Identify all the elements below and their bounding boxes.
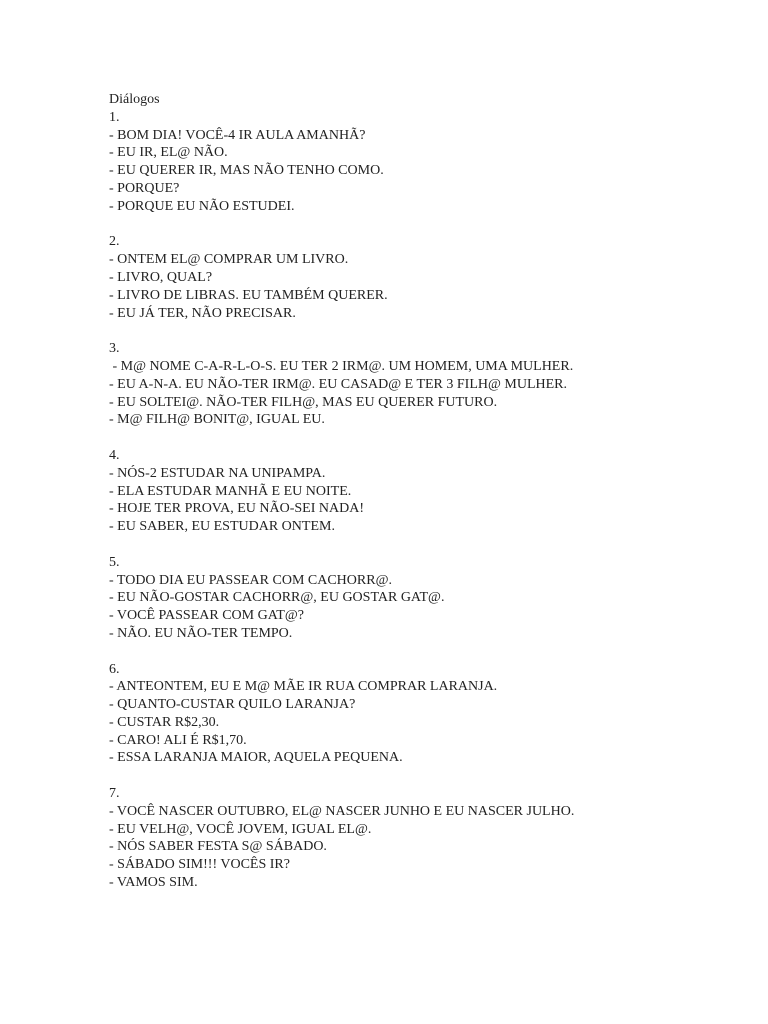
dialogue-line: - SÁBADO SIM!!! VOCÊS IR? <box>109 857 290 873</box>
dialogue-line: - EU JÁ TER, NÃO PRECISAR. <box>109 305 296 321</box>
dialogue-7 <box>109 785 729 892</box>
dialogue-line: - TODO DIA EU PASSEAR COM CACHORR@. <box>109 572 392 588</box>
dialogue-number: 7. <box>109 786 120 802</box>
dialogue-line: - ESSA LARANJA MAIOR, AQUELA PEQUENA. <box>109 750 403 766</box>
dialogue-number: 6. <box>109 661 120 677</box>
dialogue-line: - NÓS-2 ESTUDAR NA UNIPAMPA. <box>109 465 326 481</box>
dialogue-line: - EU NÃO-GOSTAR CACHORR@, EU GOSTAR GAT@. <box>109 590 445 606</box>
dialogue-line: - CARO! ALI É R$1,70. <box>109 732 247 748</box>
dialogue-line: - VAMOS SIM. <box>109 875 198 891</box>
dialogue-line: - VOCÊ NASCER OUTUBRO, EL@ NASCER JUNHO E EU NASCER JULHO. <box>109 803 575 819</box>
document-title: Diálogos <box>109 92 160 107</box>
dialogue-line: - CUSTAR R$2,30. <box>109 714 220 730</box>
dialogue-line: - LIVRO DE LIBRAS. EU TAMBÉM QUERER. <box>109 287 388 303</box>
dialogue-line: - ANTEONTEM, EU E M@ MÃE IR RUA COMPRAR LARANJA. <box>109 679 498 695</box>
dialogue-number: 2. <box>109 234 120 250</box>
dialogue-5 <box>109 554 729 643</box>
dialogue-line: - LIVRO, QUAL? <box>109 269 213 285</box>
dialogue-line: - NÃO. EU NÃO-TER TEMPO. <box>109 625 293 641</box>
dialogue-line: - EU VELH@, VOCÊ JOVEM, IGUAL EL@. <box>109 821 372 837</box>
dialogue-line: - NÓS SABER FESTA S@ SÁBADO. <box>109 839 327 855</box>
dialogue-line: - ELA ESTUDAR MANHÃ E EU NOITE. <box>109 483 352 499</box>
dialogue-1 <box>109 109 729 216</box>
document-body <box>109 91 729 910</box>
dialogue-line: - M@ NOME C-A-R-L-O-S. EU TER 2 IRM@. UM HOMEM, UMA MULHER. <box>109 358 574 374</box>
dialogue-line: - M@ FILH@ BONIT@, IGUAL EU. <box>109 412 325 428</box>
dialogue-line: - EU SABER, EU ESTUDAR ONTEM. <box>109 519 335 535</box>
dialogue-line: - PORQUE EU NÃO ESTUDEI. <box>109 198 295 214</box>
dialogue-line: - EU SOLTEI@. NÃO-TER FILH@, MAS EU QUERER FUTURO. <box>109 394 498 410</box>
dialogue-line: - VOCÊ PASSEAR COM GAT@? <box>109 608 304 624</box>
dialogue-number: 3. <box>109 341 120 357</box>
dialogue-number: 5. <box>109 554 120 570</box>
dialogue-line: - QUANTO-CUSTAR QUILO LARANJA? <box>109 697 356 713</box>
dialogue-line: - HOJE TER PROVA, EU NÃO-SEI NADA! <box>109 501 364 517</box>
dialogue-line: - EU A-N-A. EU NÃO-TER IRM@. EU CASAD@ E TER 3 FILH@ MULHER. <box>109 376 568 392</box>
dialogue-line: - PORQUE? <box>109 180 180 196</box>
dialogue-line: - EU IR, EL@ NÃO. <box>109 145 228 161</box>
dialogue-line: - EU QUERER IR, MAS NÃO TENHO COMO. <box>109 163 384 179</box>
dialogue-6 <box>109 661 729 768</box>
dialogue-2 <box>109 233 729 322</box>
dialogue-number: 1. <box>109 109 120 125</box>
dialogue-4 <box>109 447 729 536</box>
dialogue-3 <box>109 340 729 429</box>
dialogue-number: 4. <box>109 447 120 463</box>
dialogue-line: - BOM DIA! VOCÊ-4 IR AULA AMANHÃ? <box>109 127 366 143</box>
dialogue-line: - ONTEM EL@ COMPRAR UM LIVRO. <box>109 252 349 268</box>
